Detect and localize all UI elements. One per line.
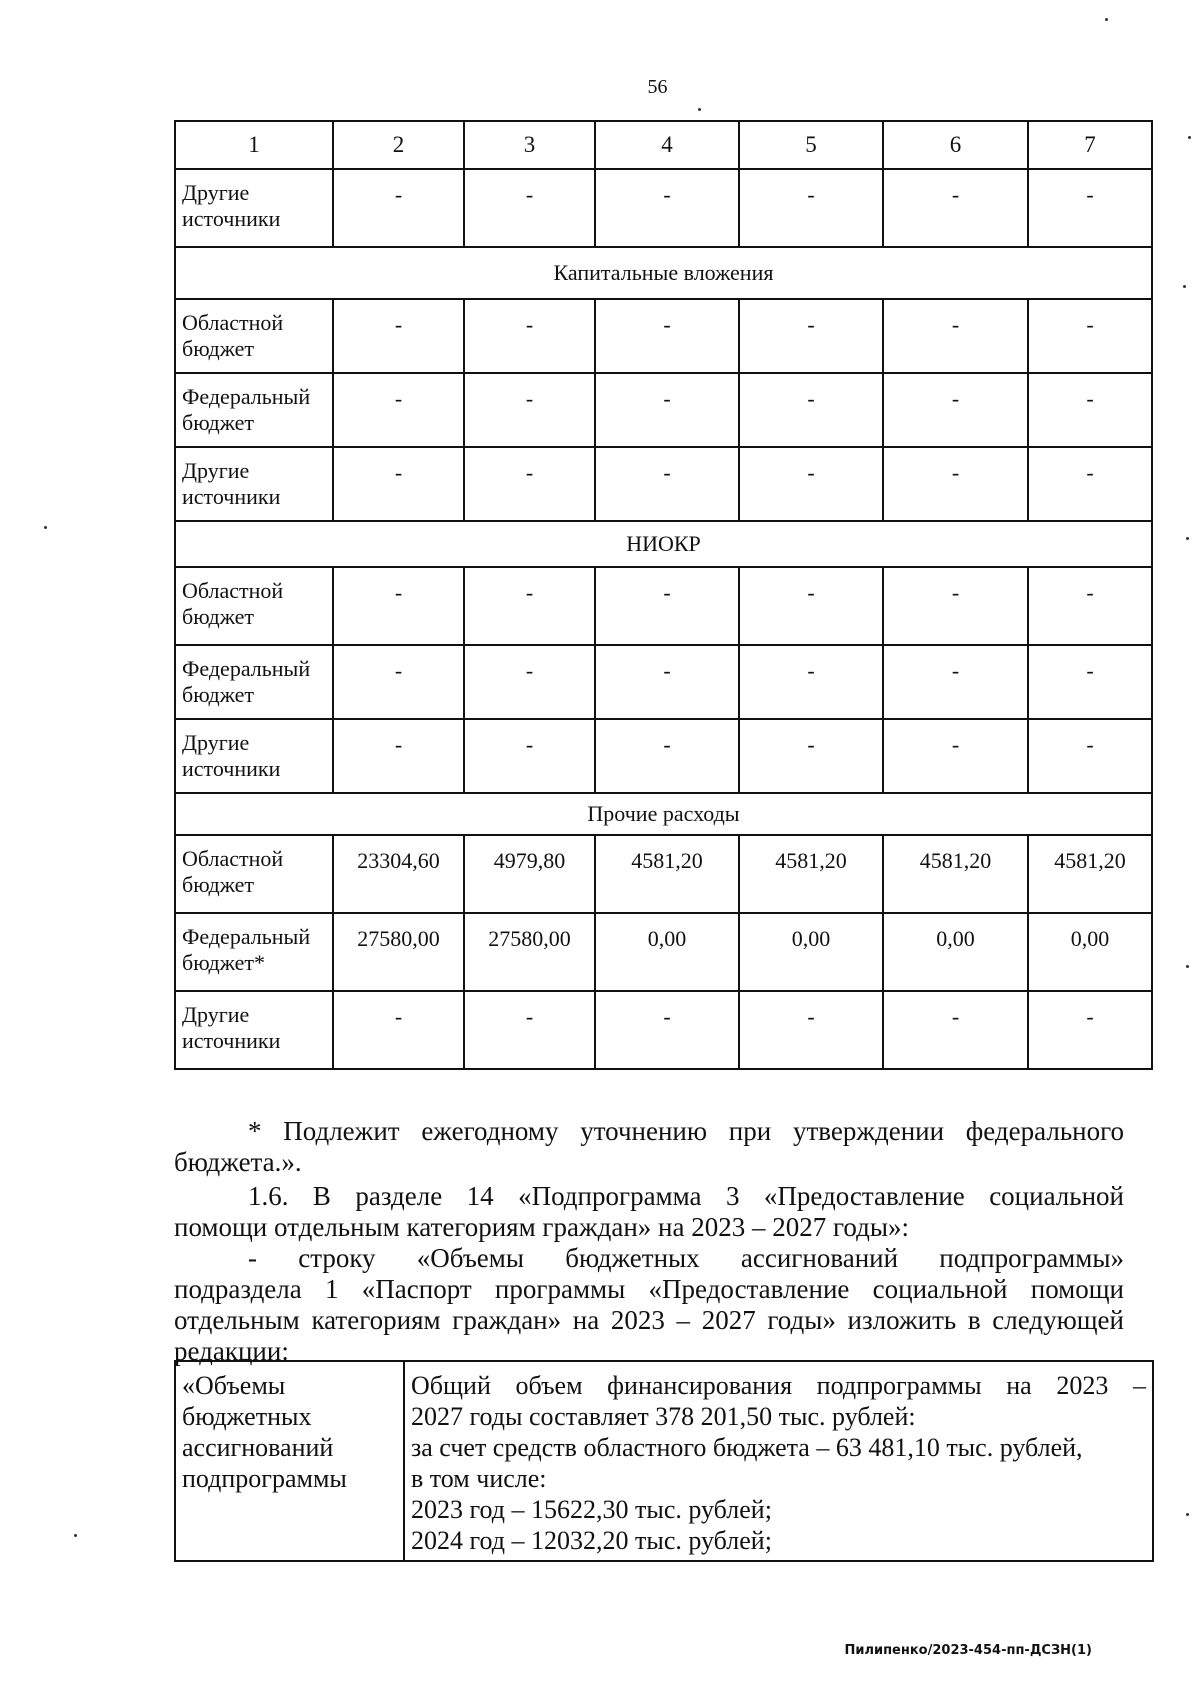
table-cell: -: [333, 645, 464, 719]
table-cell: -: [333, 991, 464, 1069]
table-cell: -: [1028, 169, 1152, 247]
paragraph-line: - строку «Объемы бюджетных ассигнований подпрограммы»: [248, 1243, 1124, 1273]
table-row: [175, 447, 1152, 521]
table-cell: 4979,80: [464, 835, 595, 913]
label-line: бюджетных: [182, 1402, 312, 1431]
instruction-paragraph: [174, 1243, 1124, 1367]
table-cell: -: [883, 719, 1028, 793]
table-cell: -: [595, 991, 739, 1069]
table-cell: 27580,00: [464, 913, 595, 991]
footnote-line: бюджета.».: [174, 1147, 302, 1177]
row-label-line: источники: [182, 206, 281, 231]
row-label-line: Другие: [182, 458, 250, 483]
scan-speck: [1186, 965, 1189, 968]
table-cell: -: [464, 169, 595, 247]
volume-label-cell: [175, 1361, 404, 1561]
row-label-line: Областной: [182, 846, 284, 871]
section-header-row: [175, 247, 1152, 299]
budget-volume-table: [174, 1360, 1154, 1562]
row-label-line: Федеральный: [182, 924, 311, 949]
table-cell: -: [464, 645, 595, 719]
table-cell: -: [739, 373, 883, 447]
table-cell: -: [1028, 447, 1152, 521]
table-cell: -: [739, 645, 883, 719]
table-cell: 4581,20: [1028, 835, 1152, 913]
row-label-line: Другие: [182, 1002, 250, 1027]
table-row: [175, 991, 1152, 1069]
paragraph-line: редакции:: [174, 1336, 289, 1366]
table-cell: -: [595, 719, 739, 793]
paragraph-line: отдельным категориям граждан» на 2023 – 2027 годы» изложить в следующей: [174, 1305, 1124, 1335]
section-title: Прочие расходы: [175, 793, 1152, 835]
column-header: 1: [175, 121, 333, 169]
row-label-line: бюджет: [182, 336, 254, 361]
table-cell: 4581,20: [595, 835, 739, 913]
value-line: 2024 год – 12032,20 тыс. рублей;: [411, 1526, 772, 1555]
table-cell: 4581,20: [883, 835, 1028, 913]
table-cell: -: [883, 567, 1028, 645]
column-header: 7: [1028, 121, 1152, 169]
value-line: 2023 год – 15622,30 тыс. рублей;: [411, 1495, 772, 1524]
table-cell: -: [1028, 567, 1152, 645]
scan-speck: [74, 1534, 77, 1537]
table-cell: 0,00: [883, 913, 1028, 991]
table-cell: -: [464, 373, 595, 447]
table-cell: -: [595, 447, 739, 521]
row-label: [175, 835, 333, 913]
value-line: в том числе:: [411, 1464, 547, 1493]
column-header: 6: [883, 121, 1028, 169]
table-cell: -: [464, 447, 595, 521]
row-label: [175, 567, 333, 645]
table-cell: -: [1028, 991, 1152, 1069]
row-label-line: Другие: [182, 180, 250, 205]
table-cell: -: [883, 645, 1028, 719]
table-cell: -: [739, 567, 883, 645]
row-label-line: Областной: [182, 310, 284, 335]
row-label: [175, 373, 333, 447]
table-cell: 0,00: [739, 913, 883, 991]
table-row: [175, 567, 1152, 645]
column-header: 4: [595, 121, 739, 169]
table-header-row: [175, 121, 1152, 169]
row-label: [175, 991, 333, 1069]
table-cell: -: [464, 719, 595, 793]
row-label-line: Областной: [182, 578, 284, 603]
table-cell: -: [333, 299, 464, 373]
scan-speck: [1186, 537, 1189, 540]
table-cell: -: [464, 567, 595, 645]
section-header-row: [175, 793, 1152, 835]
table-cell: -: [595, 299, 739, 373]
paragraph-line: 1.6. В разделе 14 «Подпрограмма 3 «Предоставление социальной: [248, 1181, 1124, 1211]
table-cell: -: [333, 447, 464, 521]
table-cell: 0,00: [595, 913, 739, 991]
row-label: [175, 913, 333, 991]
table-cell: -: [333, 373, 464, 447]
finance-table: [174, 120, 1153, 1070]
scan-speck: [698, 108, 701, 111]
row-label: [175, 169, 333, 247]
row-label: [175, 299, 333, 373]
footnote: [174, 1116, 1124, 1178]
table-cell: -: [333, 567, 464, 645]
table-cell: -: [1028, 373, 1152, 447]
row-label-line: бюджет: [182, 410, 254, 435]
table-cell: 27580,00: [333, 913, 464, 991]
section-title: НИОКР: [175, 521, 1152, 567]
page-number: 56: [647, 76, 668, 98]
table-cell: -: [883, 991, 1028, 1069]
value-line: 2027 годы составляет 378 201,50 тыс. рублей:: [411, 1402, 916, 1431]
table-cell: -: [595, 567, 739, 645]
label-line: ассигнований: [182, 1433, 334, 1462]
row-label-line: Другие: [182, 730, 250, 755]
label-line: «Объемы: [182, 1371, 286, 1400]
table-cell: 0,00: [1028, 913, 1152, 991]
table-cell: -: [464, 299, 595, 373]
value-line: Общий объем финансирования подпрограммы на 2023 –: [411, 1371, 1146, 1400]
table-cell: -: [333, 719, 464, 793]
row-label-line: источники: [182, 484, 281, 509]
scan-speck: [44, 526, 47, 529]
table-cell: -: [739, 991, 883, 1069]
table-cell: 4581,20: [739, 835, 883, 913]
table-row: [175, 835, 1152, 913]
table-cell: -: [595, 645, 739, 719]
section-paragraph: [174, 1181, 1124, 1243]
table-cell: -: [883, 299, 1028, 373]
column-header: 2: [333, 121, 464, 169]
row-label-line: источники: [182, 1028, 281, 1053]
scan-speck: [1105, 18, 1108, 21]
section-header-row: [175, 521, 1152, 567]
table-cell: -: [595, 373, 739, 447]
row-label-line: бюджет: [182, 604, 254, 629]
scan-speck: [1186, 1513, 1189, 1516]
table-cell: -: [739, 169, 883, 247]
row-label-line: источники: [182, 756, 281, 781]
column-header: 5: [739, 121, 883, 169]
table-cell: -: [595, 169, 739, 247]
row-label-line: бюджет: [182, 872, 254, 897]
table-cell: -: [739, 719, 883, 793]
table-row: [175, 719, 1152, 793]
table-cell: -: [883, 447, 1028, 521]
table-cell: -: [1028, 645, 1152, 719]
table-row: [175, 913, 1152, 991]
table-row: [175, 645, 1152, 719]
table-cell: -: [883, 373, 1028, 447]
table-cell: -: [1028, 299, 1152, 373]
row-label: [175, 719, 333, 793]
row-label: [175, 645, 333, 719]
value-line: за счет средств областного бюджета – 63 481,10 тыс. рублей,: [411, 1433, 1083, 1462]
table-cell: -: [883, 169, 1028, 247]
volume-value-cell: [404, 1361, 1153, 1561]
table-row: [175, 299, 1152, 373]
row-label: [175, 447, 333, 521]
table-cell: -: [464, 991, 595, 1069]
section-title: Капитальные вложения: [175, 247, 1152, 299]
column-header: 3: [464, 121, 595, 169]
row-label-line: бюджет*: [182, 950, 265, 975]
row-label-line: Федеральный: [182, 384, 311, 409]
table-cell: -: [739, 299, 883, 373]
table-cell: 23304,60: [333, 835, 464, 913]
paragraph-line: подраздела 1 «Паспорт программы «Предоставление социальной помощи: [174, 1274, 1124, 1304]
table-cell: -: [739, 447, 883, 521]
paragraph-line: помощи отдельным категориям граждан» на 2023 – 2027 годы»:: [174, 1212, 909, 1242]
document-footer: Пилипенко/2023-454-пп-ДСЗН(1): [844, 1643, 1092, 1658]
row-label-line: Федеральный: [182, 656, 311, 681]
row-label-line: бюджет: [182, 682, 254, 707]
footnote-line: * Подлежит ежегодному уточнению при утверждении федерального: [248, 1116, 1124, 1146]
table-cell: -: [333, 169, 464, 247]
table-row: [175, 169, 1152, 247]
label-line: подпрограммы: [182, 1464, 347, 1493]
table-row: [175, 373, 1152, 447]
scan-speck: [1188, 136, 1191, 139]
scan-speck: [1183, 285, 1186, 288]
table-cell: -: [1028, 719, 1152, 793]
